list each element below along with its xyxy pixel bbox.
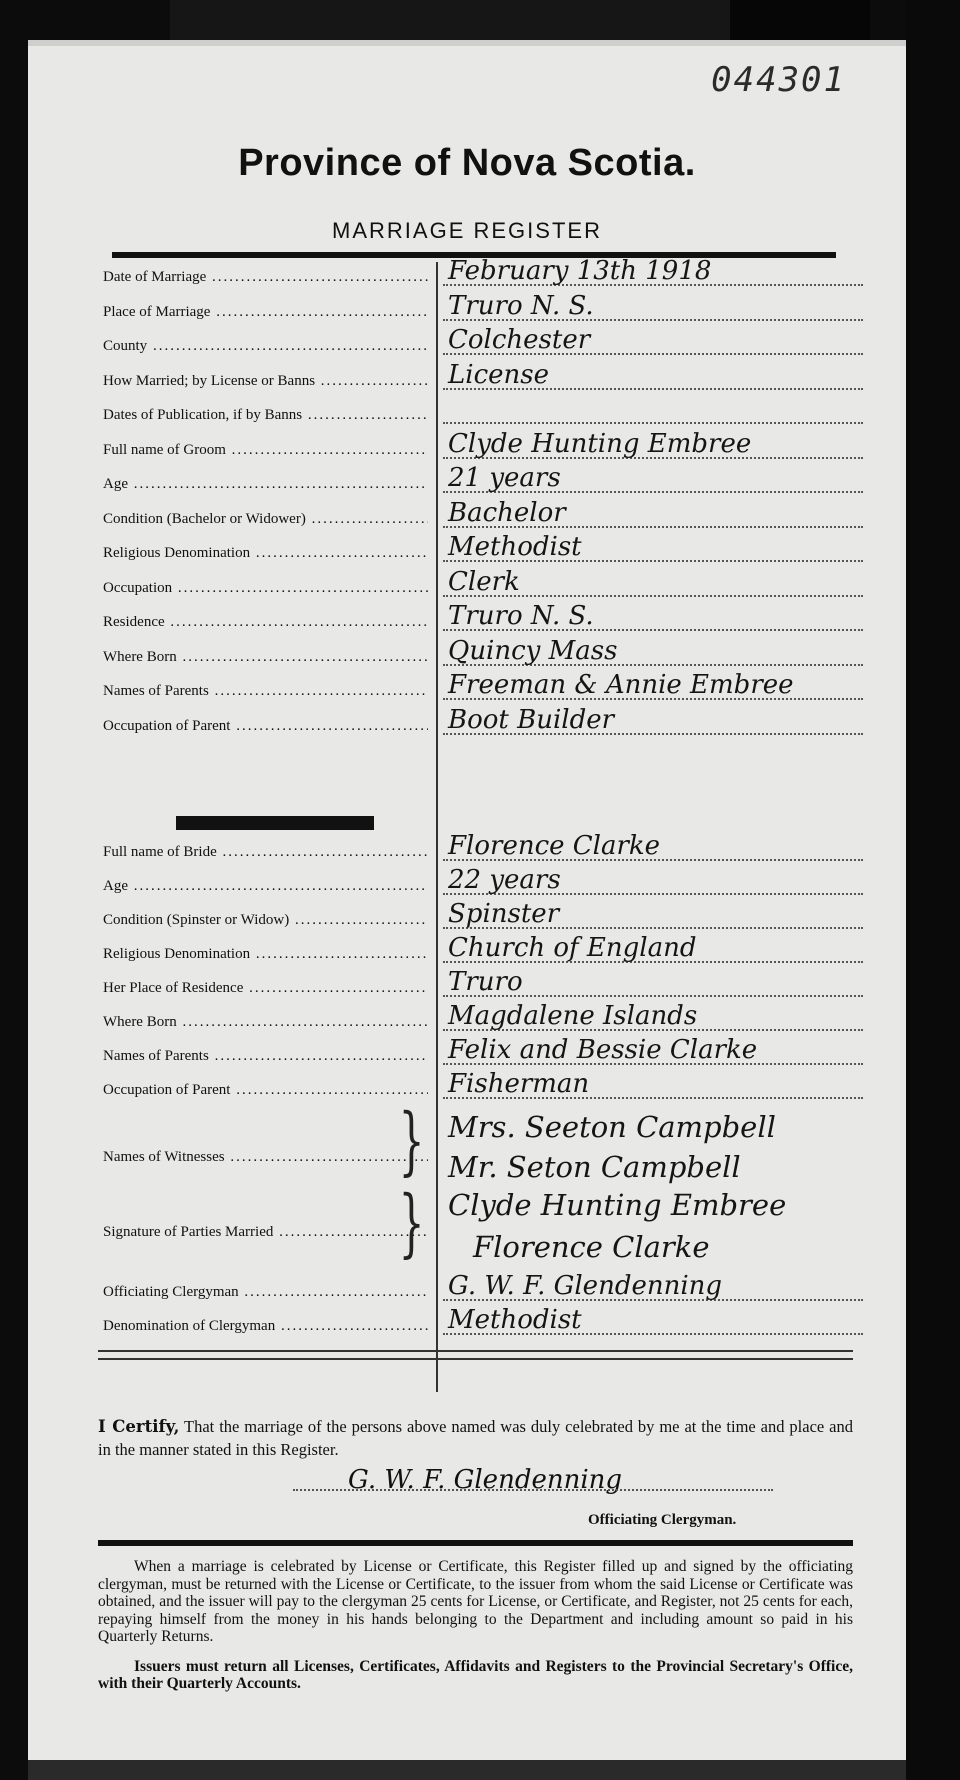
clergyman-signature-text: G. W. F. Glendenning <box>348 1465 623 1495</box>
register-row <box>103 566 863 601</box>
field-value: 22 years <box>448 865 561 895</box>
register-row <box>103 497 863 532</box>
field-label: Residence ..... <box>103 614 428 631</box>
certify-text: That the marriage of the persons above named was duly celebrated by me at the time and place and in the manner stated in this Register. <box>98 1417 854 1459</box>
marriage-register-document <box>28 40 906 1775</box>
register-row <box>103 428 863 463</box>
register-row <box>103 1271 863 1305</box>
field-label: Her Place of Residence ..... <box>103 980 428 997</box>
field-label: County ..... <box>103 338 428 355</box>
register-row <box>103 704 863 739</box>
field-dotted-line <box>443 421 863 424</box>
paper-edge <box>28 40 906 46</box>
register-row <box>103 359 863 394</box>
field-label: Names of Parents ..... <box>103 683 428 700</box>
field-value: Methodist <box>448 1305 582 1335</box>
parties-label: Signature of Parties Married ..... <box>103 1224 428 1241</box>
field-label: How Married; by License or Banns ..... <box>103 373 428 390</box>
field-label: Denomination of Clergyman ..... <box>103 1318 428 1335</box>
field-label: Religious Denomination ..... <box>103 946 428 963</box>
register-row <box>103 831 863 865</box>
clergyman-signature <box>293 1465 773 1495</box>
field-value: Church of England <box>448 933 697 963</box>
field-value: Methodist <box>448 532 582 562</box>
notes-paragraph-1: When a marriage is celebrated by License or Certificate, this Register filled up and signed by the officiating clergyman, must be returned with the License or Certificate, to the issuer from whom the said License or Certificate was obtained, and the issuer will pay to the clergyman 25 cents for License, or Certificate, and Register, not 25 cents for each, repaying himself from the money in his hands belonging to the Department and including amount so paid in his Quarterly Returns. <box>98 1558 853 1645</box>
notes-paragraph-2: Issuers must return all Licenses, Certificates, Affidavits and Registers to the Provincial Secretary's Office, with their Quarterly Accounts. <box>98 1657 853 1692</box>
field-value: Boot Builder <box>448 704 615 735</box>
register-row <box>103 256 863 290</box>
field-label: Dates of Publication, if by Banns ..... <box>103 407 428 424</box>
register-row <box>103 398 863 428</box>
register-row <box>103 1069 863 1103</box>
document-title: Province of Nova Scotia. <box>238 142 696 184</box>
witness-name-2: Mr. Seton Campbell <box>448 1150 741 1184</box>
register-row <box>103 290 863 325</box>
witnesses-brace: } <box>398 1098 425 1184</box>
register-row <box>103 601 863 635</box>
field-label: Condition (Bachelor or Widower) ..... <box>103 511 428 528</box>
field-value: Clyde Hunting Embree <box>448 428 752 459</box>
signature-caption: Officiating Clergyman. <box>588 1512 737 1528</box>
witness-name-1: Mrs. Seeton Campbell <box>448 1110 776 1144</box>
field-label: Condition (Spinster or Widow) ..... <box>103 912 428 929</box>
register-row <box>103 635 863 670</box>
register-row <box>103 1001 863 1035</box>
party-signature-groom: Clyde Hunting Embree <box>448 1188 787 1222</box>
field-value: Fisherman <box>448 1069 590 1099</box>
field-label: Full name of Groom ..... <box>103 442 428 459</box>
field-label: Age ..... <box>103 476 428 493</box>
document-subtitle: MARRIAGE REGISTER <box>332 218 602 243</box>
register-row <box>103 933 863 967</box>
field-value: Florence Clarke <box>448 831 661 861</box>
certify-double-rule <box>98 1350 853 1360</box>
section-separator-bar <box>176 816 374 830</box>
bottom-scan-border <box>28 1760 906 1780</box>
field-value: Truro <box>448 967 523 997</box>
field-value: Felix and Bessie Clarke <box>448 1035 758 1065</box>
field-value: G. W. F. Glendenning <box>448 1271 723 1301</box>
field-value: Spinster <box>448 899 560 929</box>
field-label: Full name of Bride ..... <box>103 844 428 861</box>
field-value: Colchester <box>448 325 591 355</box>
field-value: Freeman & Annie Embree <box>448 670 794 700</box>
field-value: Truro N. S. <box>448 601 594 631</box>
party-signature-bride: Florence Clarke <box>473 1230 710 1264</box>
field-label: Occupation ..... <box>103 580 428 597</box>
instructions-notes <box>98 1558 853 1705</box>
serial-number: 044301 <box>711 60 846 100</box>
field-label: Where Born ..... <box>103 1014 428 1031</box>
register-row <box>103 463 863 497</box>
field-value: Clerk <box>448 566 520 597</box>
field-value: 21 years <box>448 463 561 493</box>
certify-lead: I Certify, <box>98 1417 180 1436</box>
register-row <box>103 670 863 704</box>
notes-rule <box>98 1540 853 1546</box>
register-row <box>103 1305 863 1339</box>
field-label: Place of Marriage ..... <box>103 304 428 321</box>
field-value: Quincy Mass <box>448 635 618 666</box>
register-row <box>103 532 863 566</box>
register-row <box>103 865 863 899</box>
field-value: February 13th 1918 <box>448 256 712 286</box>
field-label: Age ..... <box>103 878 428 895</box>
field-value: Truro N. S. <box>448 290 594 321</box>
field-label: Date of Marriage ..... <box>103 269 428 286</box>
field-label: Names of Parents ..... <box>103 1048 428 1065</box>
field-label: Religious Denomination ..... <box>103 545 428 562</box>
field-label: Occupation of Parent ..... <box>103 718 428 735</box>
parties-brace: } <box>398 1180 425 1266</box>
witnesses-label: Names of Witnesses ..... <box>103 1149 428 1166</box>
field-label: Where Born ..... <box>103 649 428 666</box>
field-label: Occupation of Parent ..... <box>103 1082 428 1099</box>
field-label: Officiating Clergyman ..... <box>103 1284 428 1301</box>
certification-statement <box>98 1415 853 1461</box>
register-row <box>103 899 863 933</box>
register-row <box>103 325 863 359</box>
field-value: Bachelor <box>448 497 566 528</box>
register-row <box>103 1035 863 1069</box>
field-value: Magdalene Islands <box>448 1001 698 1031</box>
right-scan-border <box>906 0 960 1780</box>
field-value: License <box>448 359 550 390</box>
register-row <box>103 967 863 1001</box>
